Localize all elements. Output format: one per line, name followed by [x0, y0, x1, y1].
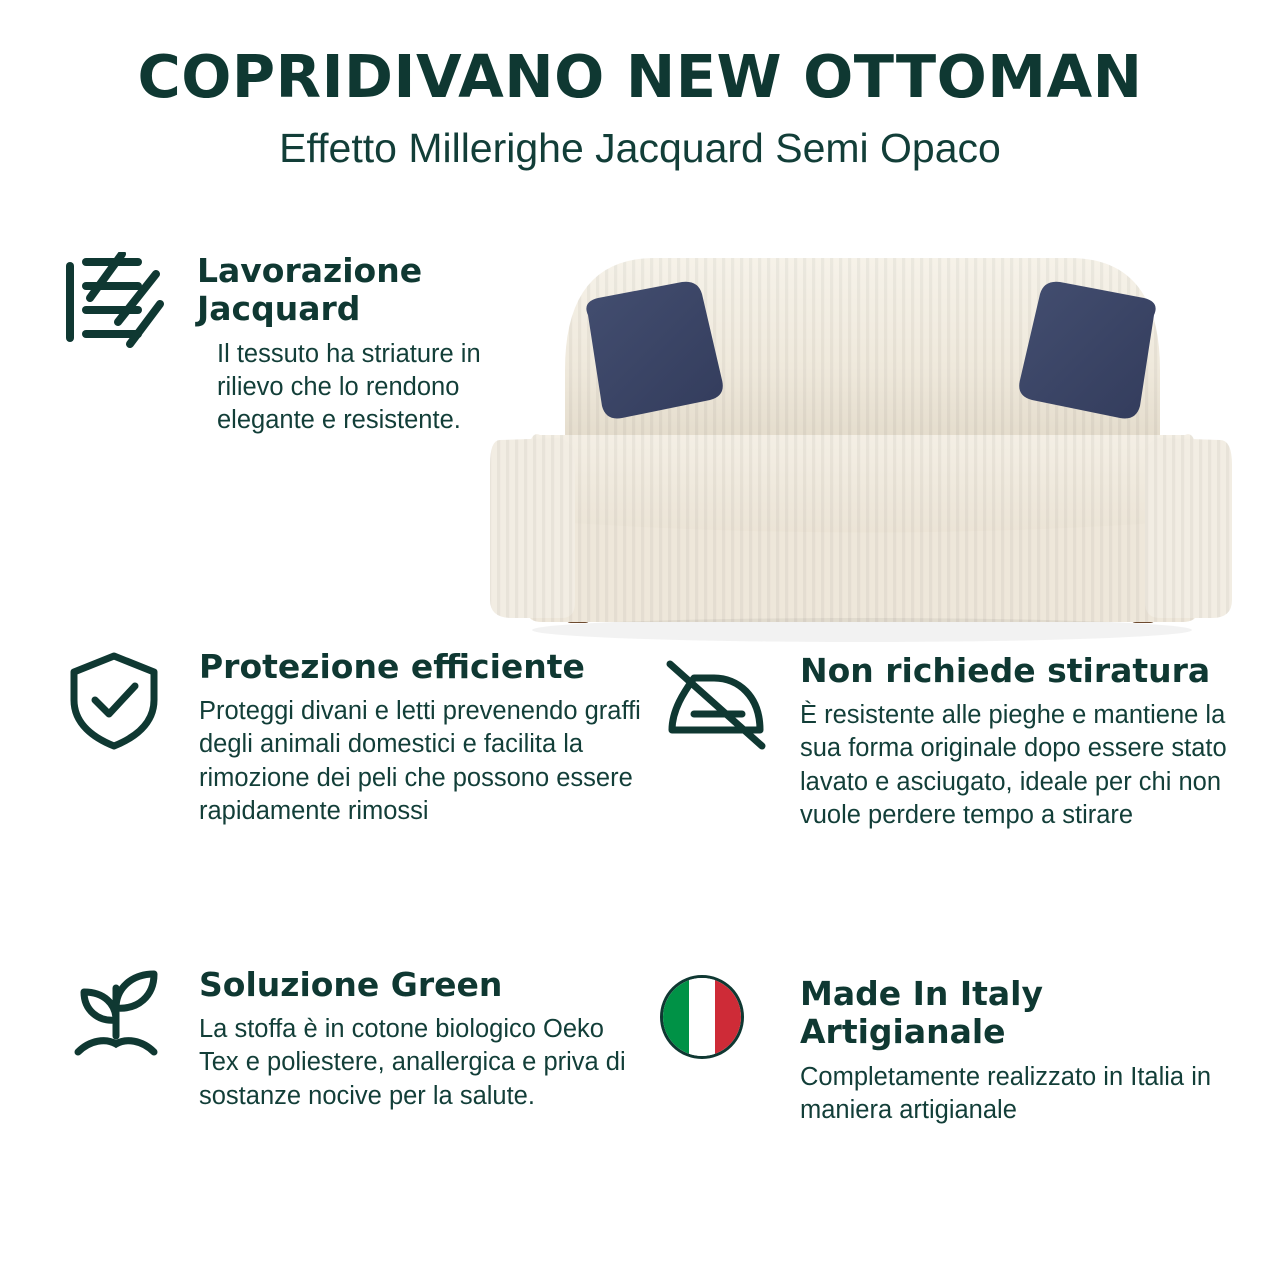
feature-protezione [62, 648, 662, 828]
italian-flag-icon [660, 975, 744, 1059]
feature-body: È resistente alle pieghe e mantiene la sua forma originale dopo essere stato lavato e asciugato, ideale per chi non vuole perdere tempo a stirare [800, 701, 1227, 829]
page-subtitle: Effetto Millerighe Jacquard Semi Opaco [279, 124, 1001, 171]
feature-body: Completamente realizzato in Italia in maniera artigianale [800, 1062, 1212, 1124]
feature-title: Soluzione Green [199, 965, 503, 1004]
feature-title: Protezione efficiente [199, 647, 585, 686]
page-title: COPRIDIVANO NEW OTTOMAN [137, 42, 1143, 111]
sofa-with-cover-photo [470, 240, 1260, 660]
header [0, 0, 1280, 171]
shield-check-icon [62, 648, 166, 752]
feature-green [62, 966, 662, 1113]
feature-title: Made In Italy Artigianale [800, 974, 1044, 1052]
sprout-leaf-icon [62, 966, 170, 1070]
feature-body: La stoffa è in cotone biologico Oeko Tex e poliestere, anallergica e priva di sostanze nocive per la salute. [199, 1015, 626, 1110]
feature-body: Il tessuto ha striature in rilievo che lo rendono elegante e resistente. [217, 339, 481, 434]
jacquard-weave-icon [60, 252, 168, 352]
feature-jacquard [60, 252, 490, 437]
no-iron-icon [660, 652, 772, 756]
feature-stiratura [660, 652, 1240, 832]
feature-body: Proteggi divani e letti prevenendo graffi degli animali domestici e facilita la rimozione dei peli che possono essere rapidamente rimossi [199, 697, 641, 825]
feature-italy [660, 975, 1240, 1127]
feature-title: Non richiede stiratura [800, 651, 1211, 690]
feature-title: Lavorazione Jacquard [197, 251, 423, 329]
